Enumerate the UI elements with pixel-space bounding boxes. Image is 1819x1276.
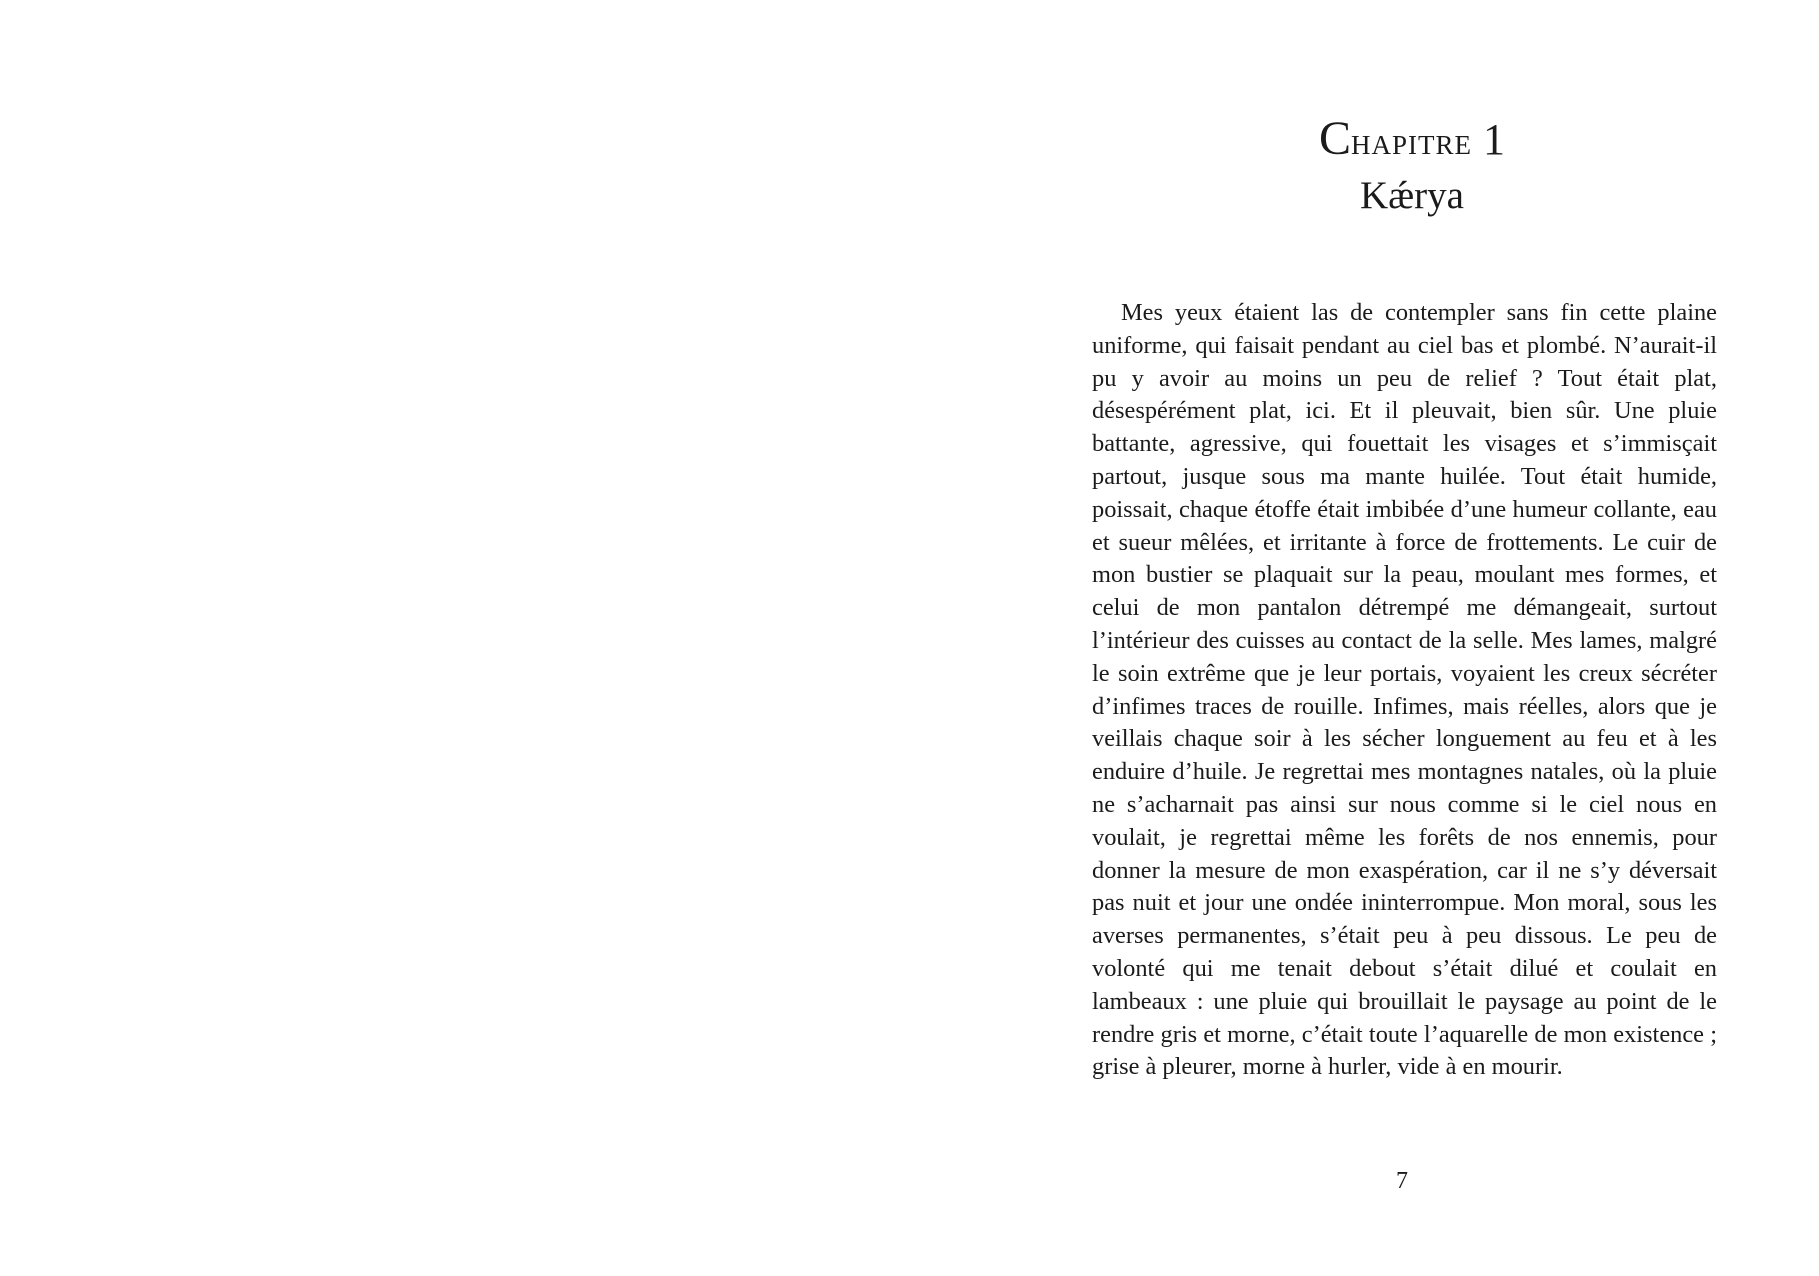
chapter-heading bbox=[1092, 112, 1732, 220]
chapter-label bbox=[1092, 112, 1732, 172]
left-page-blank bbox=[0, 0, 909, 1276]
chapter-word-rest: HAPITRE bbox=[1351, 130, 1472, 160]
page-number: 7 bbox=[1396, 1168, 1408, 1194]
chapter-title: Kǽrya bbox=[1360, 174, 1464, 217]
chapter-initial: C bbox=[1318, 112, 1351, 165]
body-paragraph: Mes yeux étaient las de contempler sans fin cette plaine uniforme, qui faisait pendant au ciel bas et plombé. N’aurait-il pu y avoir au moins un peu de relief ? Tout était plat, désespérément plat, ici. Et il pleuvait, bien sûr. Une pluie battante, agressive, qui fouettait les visages et s’immisçait partout, jusque sous ma mante huilée. Tout était humide, poissait, chaque étoffe était imbibée d’une humeur collante, eau et sueur mêlées, et irritante à force de frottements. Le cuir de mon bustier se plaquait sur la peau, moulant mes formes, et celui de mon pantalon détrempé me démangeait, surtout l’intérieur des cuisses au contact de la selle. Mes lames, malgré le soin extrême que je leur portais, voyaient les creux sécréter d’infimes traces de rouille. Infimes, mais réelles, alors que je veillais chaque soir à les sécher longuement au feu et à les enduire d’huile. Je regrettai mes montagnes natales, où la pluie ne s’acharnait pas ainsi sur nous comme si le ciel nous en voulait, je regrettai même les forêts de nos ennemis, pour donner la mesure de mon exaspération, car il ne s’y déversait pas nuit et jour une ondée ininterrompue. Mon moral, sous les averses permanentes, s’était peu à peu dissous. Le peu de volonté qui me tenait debout s’était dilué et coulait en lambeaux : une pluie qui brouillait le paysage au point de le rendre gris et morne, c’était toute l’aquarelle de mon existence ; grise à pleurer, morne à hurler, vide à en mourir. bbox=[1092, 299, 1717, 1081]
chapter-number: 1 bbox=[1483, 115, 1505, 164]
